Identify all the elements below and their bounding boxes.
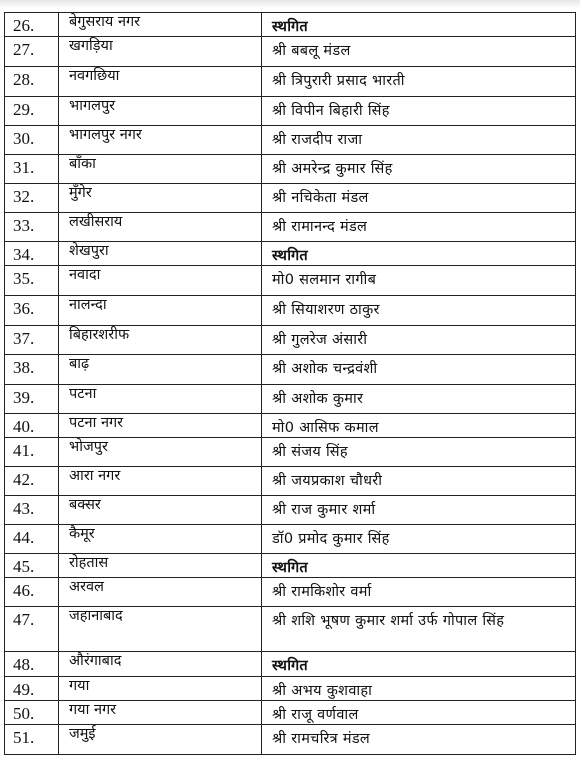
table-row [5,467,576,496]
district-cell: नवादा [59,266,262,296]
district-cell: बाढ़ [59,355,262,385]
table-row [5,213,576,242]
table-row [5,525,576,554]
appointee-name-cell: श्री शशि भूषण कुमार शर्मा उर्फ गोपाल सिंह [262,607,576,652]
district-cell: बक्सर [59,496,262,525]
serial-number-cell: 29. [5,97,59,126]
table-row [5,126,576,155]
table-row [5,385,576,414]
serial-number-cell: 51. [5,725,59,755]
district-cell: बिहारशरीफ [59,326,262,355]
district-cell: आरा नगर [59,467,262,496]
serial-number-cell: 42. [5,467,59,496]
appointee-name-cell: मो0 आसिफ कमाल [262,414,576,438]
district-cell: भोजपुर [59,438,262,467]
district-cell: रोहतास [59,554,262,578]
district-cell: नवगछिया [59,67,262,97]
district-cell: भागलपुर नगर [59,126,262,155]
appointee-name-cell: श्री रामानन्द मंडल [262,213,576,242]
appointee-name-cell: श्री राजू वर्णवाल [262,701,576,725]
appointee-name-cell: श्री नचिकेता मंडल [262,184,576,213]
district-roster-table [4,12,576,755]
serial-number-cell: 47. [5,607,59,652]
serial-number-cell: 28. [5,67,59,97]
scan-edge-shadow [0,0,580,8]
appointee-name-cell: श्री राज कुमार शर्मा [262,496,576,525]
serial-number-cell: 41. [5,438,59,467]
serial-number-cell: 39. [5,385,59,414]
table-row [5,184,576,213]
appointee-name-cell: श्री रामचरित्र मंडल [262,725,576,755]
deferred-status-cell: स्थगित [262,13,576,37]
district-cell: बेगुसराय नगर [59,13,262,37]
table-row [5,67,576,97]
district-cell: जमुई [59,725,262,755]
appointee-name-cell: श्री बबलू मंडल [262,37,576,67]
serial-number-cell: 45. [5,554,59,578]
table-row [5,578,576,607]
district-cell: लखीसराय [59,213,262,242]
serial-number-cell: 40. [5,414,59,438]
serial-number-cell: 50. [5,701,59,725]
appointee-name-cell: श्री गुलरेज अंसारी [262,326,576,355]
document-page [4,12,576,755]
table-row [5,438,576,467]
appointee-name-cell: श्री सियाशरण ठाकुर [262,296,576,326]
district-cell: नालन्दा [59,296,262,326]
appointee-name-cell: श्री अशोक चन्द्रवंशी [262,355,576,385]
deferred-status-cell: स्थगित [262,652,576,677]
table-row [5,326,576,355]
district-cell: पटना नगर [59,414,262,438]
table-row [5,266,576,296]
district-cell: शेखपुरा [59,242,262,266]
serial-number-cell: 27. [5,37,59,67]
table-row [5,496,576,525]
deferred-status-cell: स्थगित [262,554,576,578]
serial-number-cell: 49. [5,677,59,701]
district-cell: मुँगेर [59,184,262,213]
district-cell: कैमूर [59,525,262,554]
roster-body [5,13,576,755]
serial-number-cell: 26. [5,13,59,37]
table-row [5,155,576,184]
appointee-name-cell: श्री अशोक कुमार [262,385,576,414]
appointee-name-cell: मो0 सलमान रागीब [262,266,576,296]
serial-number-cell: 34. [5,242,59,266]
appointee-name-cell: श्री जयप्रकाश चौधरी [262,467,576,496]
appointee-name-cell: श्री संजय सिंह [262,438,576,467]
serial-number-cell: 31. [5,155,59,184]
serial-number-cell: 38. [5,355,59,385]
appointee-name-cell: श्री अमरेन्द्र कुमार सिंह [262,155,576,184]
table-row [5,677,576,701]
serial-number-cell: 43. [5,496,59,525]
district-cell: अरवल [59,578,262,607]
district-cell: पटना [59,385,262,414]
serial-number-cell: 36. [5,296,59,326]
serial-number-cell: 33. [5,213,59,242]
appointee-name-cell: श्री राजदीप राजा [262,126,576,155]
deferred-status-cell: स्थगित [262,242,576,266]
district-cell: गया [59,677,262,701]
appointee-name-cell: श्री त्रिपुरारी प्रसाद भारती [262,67,576,97]
table-row [5,242,576,266]
district-cell: गया नगर [59,701,262,725]
serial-number-cell: 44. [5,525,59,554]
table-row [5,701,576,725]
serial-number-cell: 37. [5,326,59,355]
table-row [5,355,576,385]
table-row [5,652,576,677]
table-row [5,97,576,126]
table-row [5,607,576,652]
table-row [5,414,576,438]
appointee-name-cell: श्री अभय कुशवाहा [262,677,576,701]
table-row [5,37,576,67]
table-row [5,13,576,37]
serial-number-cell: 35. [5,266,59,296]
appointee-name-cell: श्री रामकिशोर वर्मा [262,578,576,607]
serial-number-cell: 30. [5,126,59,155]
table-row [5,554,576,578]
appointee-name-cell: श्री विपीन बिहारी सिंह [262,97,576,126]
district-cell: बाँका [59,155,262,184]
district-cell: भागलपुर [59,97,262,126]
table-row [5,725,576,755]
appointee-name-cell: डॉ0 प्रमोद कुमार सिंह [262,525,576,554]
table-row [5,296,576,326]
district-cell: जहानाबाद [59,607,262,652]
serial-number-cell: 46. [5,578,59,607]
serial-number-cell: 32. [5,184,59,213]
serial-number-cell: 48. [5,652,59,677]
district-cell: औरंगाबाद [59,652,262,677]
district-cell: खगड़िया [59,37,262,67]
